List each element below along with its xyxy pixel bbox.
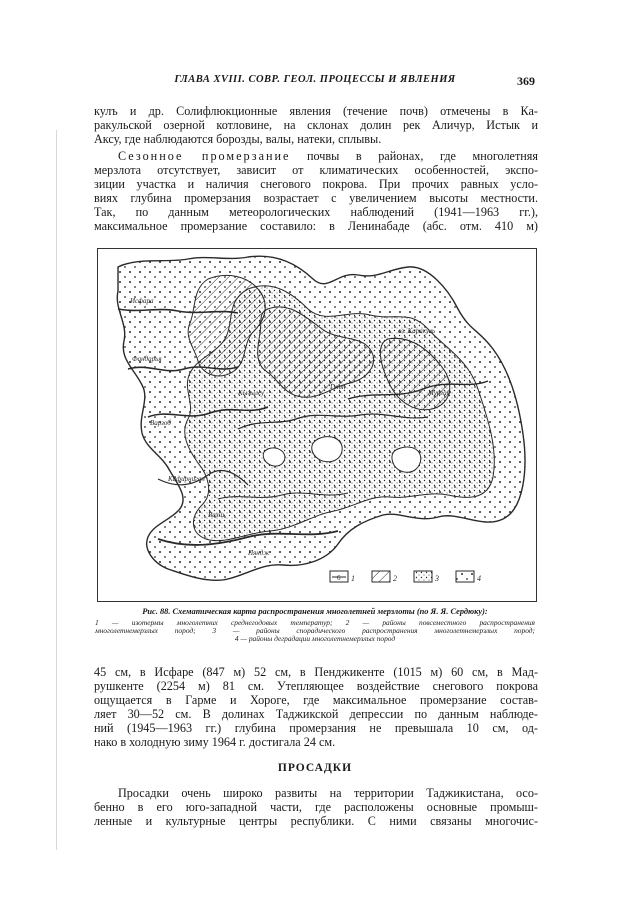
text-line: ленные и культурные центры республики. С ними связаны многочис-	[94, 814, 538, 828]
legend-number: 3	[435, 574, 439, 583]
text-line: ний (1945—1963 гг.) глубина промерзания не превышала 10 см, од-	[94, 721, 538, 735]
map-label: Гунт	[330, 383, 346, 391]
figure-caption-line: многолетнемерзлых пород; 3 — районы спорадического распространения многолетнемерзлых пород;	[95, 626, 535, 635]
legend-number: 2	[393, 574, 397, 583]
page-number: 369	[517, 74, 535, 88]
map-label: оз. Каракуль	[398, 327, 436, 335]
map-legend	[330, 571, 481, 583]
map-label: Мургаб	[428, 389, 451, 397]
figure-caption-line: 4 — районы деградации многолетнемерзлых пород	[234, 634, 396, 643]
legend-number: 4	[477, 574, 481, 583]
text-line	[118, 149, 538, 163]
text-line: ракульской озерной котловине, на склонах долин рек Аличур, Истык и	[94, 118, 538, 132]
map-label: Исфара	[130, 297, 154, 305]
spaced-term: Сезонное промерзание	[118, 149, 291, 163]
text-line: рушкенте (2254 м) 81 см. Утепляющее воздействие снегового покрова	[94, 679, 538, 693]
text-line: ощущается в Гарме и Хороге, где максимальное промерзание состав-	[94, 693, 538, 707]
text-line: Аксу, где наблюдаются борозды, валы, натеки, сплывы.	[94, 132, 382, 146]
section-heading: ПРОСАДКИ	[277, 762, 353, 774]
map-label: Пяндж	[248, 549, 270, 557]
text-line: зиции участка и наличия снегового покрова. При прочих равных усло-	[94, 177, 538, 191]
running-header: ГЛАВА XVIII. СОВР. ГЕОЛ. ПРОЦЕССЫ И ЯВЛЕНИЯ	[174, 74, 456, 85]
text-line: бенно в его юго-западной части, где расположены основные промыш-	[94, 800, 538, 814]
map-label: Вахш	[208, 511, 225, 519]
map-label: Варзоб	[150, 419, 171, 427]
map-label: Кафирниган	[168, 475, 205, 483]
figure-caption-title: Рис. 88. Схематическая карта распространения многолетней мерзлоты (по Я. Я. Сердюку):	[142, 607, 488, 616]
text-line: мерзлота отсутствует, зависит от климатических особенностей, экспо-	[94, 163, 538, 177]
text-line: Так, по данным метеорологических наблюдений (1941—1963 гг.),	[94, 205, 538, 219]
text-line: 45 см, в Исфаре (847 м) 52 см, в Пенджикенте (1015 м) 60 см, в Мад-	[94, 665, 538, 679]
island	[392, 447, 421, 472]
map-label: Кызылсу	[238, 389, 265, 397]
text-line: ляет 30—52 см. В долинах Таджикской депрессии по данным наблюде-	[94, 707, 538, 721]
text-fragment: почвы в районах, где многолетняя	[290, 149, 538, 163]
permafrost-map	[97, 248, 537, 602]
legend-symbol: 6	[337, 574, 341, 582]
text-line: виях глубина промерзания возрастает с увеличением высоты местности.	[94, 191, 538, 205]
map-drawing	[98, 249, 536, 601]
page-fold-line	[56, 130, 57, 850]
map-label: Фандарья	[132, 355, 162, 363]
text-line: Просадки очень широко развиты на территории Таджикистана, осо-	[118, 786, 538, 800]
text-line: нако в холодную зиму 1964 г. достигала 24 см.	[94, 735, 336, 749]
text-line: максимальное промерзание составило: в Ленинабаде (абс. отм. 410 м)	[94, 219, 538, 233]
legend-number: 1	[351, 574, 355, 583]
text-line: кулъ и др. Солифлюкционные явления (течение почв) отмечены в Ка-	[94, 104, 538, 118]
figure-caption-line: 1 — изотермы многолетних среднегодовых температур; 2 — районы повсеместного распространения	[95, 618, 535, 627]
